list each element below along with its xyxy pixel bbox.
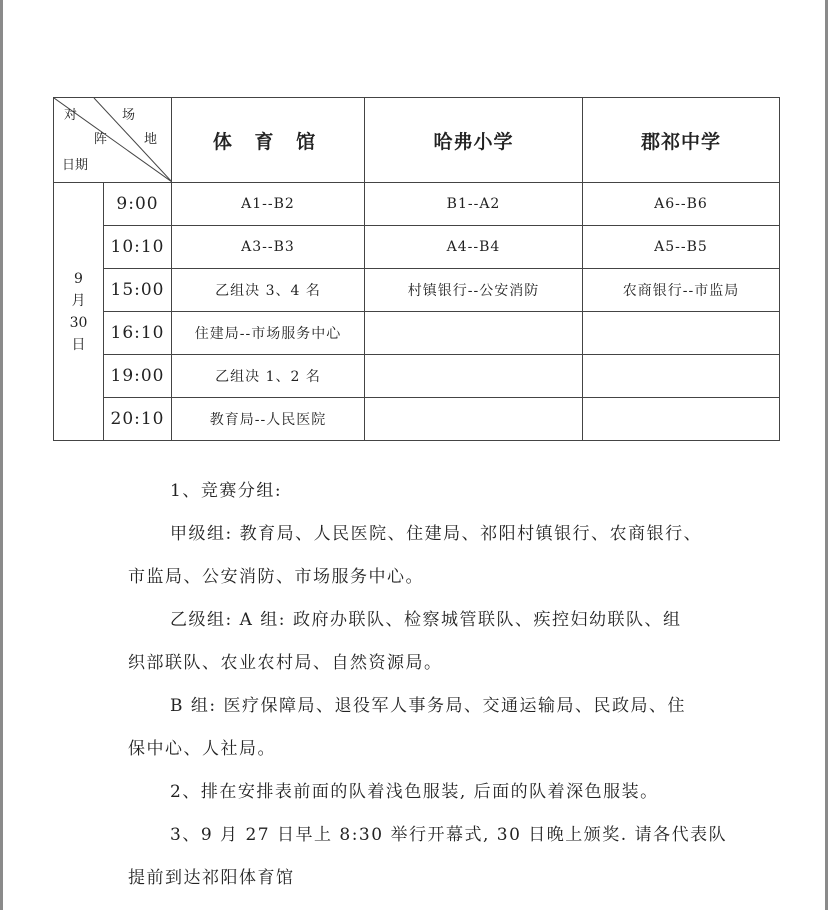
match-cell — [583, 312, 780, 355]
match-cell — [365, 355, 583, 398]
table-row — [54, 398, 780, 441]
note-line: 提前到达祁阳体育馆 — [128, 868, 295, 888]
date-cell: 9 月 30 日 — [54, 183, 104, 441]
time-cell: 19:00 — [104, 355, 172, 398]
note-line: 甲级组: 教育局、人民医院、住建局、祁阳村镇银行、农商银行、 — [170, 524, 703, 544]
match-cell: 乙组决 1、2 名 — [172, 355, 365, 398]
corner-label-chang: 场 — [122, 108, 136, 123]
note-line: 乙级组: A 组: 政府办联队、检察城管联队、疾控妇幼联队、组 — [170, 610, 682, 630]
corner-label-dui: 对 — [64, 108, 78, 123]
time-cell: 9:00 — [104, 183, 172, 226]
venue-header-hafo: 哈弗小学 — [365, 98, 583, 183]
table-row — [54, 226, 780, 269]
table-row — [54, 183, 780, 226]
corner-label-zhen: 阵 — [94, 132, 108, 147]
notes-section — [128, 470, 728, 900]
venue-header-gym: 体 育 馆 — [172, 98, 365, 183]
corner-header — [54, 98, 172, 183]
match-cell: 农商银行--市监局 — [583, 269, 780, 312]
match-cell — [365, 312, 583, 355]
note-line: 市监局、公安消防、市场服务中心。 — [128, 567, 424, 587]
document-page — [3, 0, 825, 910]
note-line: 织部联队、农业农村局、自然资源局。 — [128, 653, 443, 673]
time-cell: 20:10 — [104, 398, 172, 441]
note-line: 保中心、人社局。 — [128, 739, 276, 759]
match-cell: 乙组决 3、4 名 — [172, 269, 365, 312]
match-cell: B1--A2 — [365, 183, 583, 226]
time-cell: 16:10 — [104, 312, 172, 355]
match-cell — [365, 398, 583, 441]
match-cell — [583, 355, 780, 398]
venue-header-junqi: 郡祁中学 — [583, 98, 780, 183]
match-cell: A5--B5 — [583, 226, 780, 269]
match-cell: A1--B2 — [172, 183, 365, 226]
table-row — [54, 355, 780, 398]
match-cell: 村镇银行--公安消防 — [365, 269, 583, 312]
match-cell: A6--B6 — [583, 183, 780, 226]
note-line: B 组: 医疗保障局、退役军人事务局、交通运输局、民政局、住 — [170, 696, 687, 716]
note-line: 2、排在安排表前面的队着浅色服装, 后面的队着深色服装。 — [170, 782, 659, 802]
time-cell: 10:10 — [104, 226, 172, 269]
time-cell: 15:00 — [104, 269, 172, 312]
header-row — [54, 98, 780, 183]
table-row — [54, 312, 780, 355]
match-cell — [583, 398, 780, 441]
note-line: 3、9 月 27 日早上 8:30 举行开幕式, 30 日晚上颁奖. 请各代表队 — [170, 825, 728, 845]
table-row — [54, 269, 780, 312]
match-cell: A4--B4 — [365, 226, 583, 269]
match-cell: 教育局--人民医院 — [172, 398, 365, 441]
match-cell: A3--B3 — [172, 226, 365, 269]
match-cell: 住建局--市场服务中心 — [172, 312, 365, 355]
corner-label-date: 日期 — [62, 158, 89, 173]
schedule-table — [53, 97, 780, 441]
note-heading: 1、竞赛分组: — [170, 481, 283, 501]
corner-label-di: 地 — [144, 132, 158, 147]
